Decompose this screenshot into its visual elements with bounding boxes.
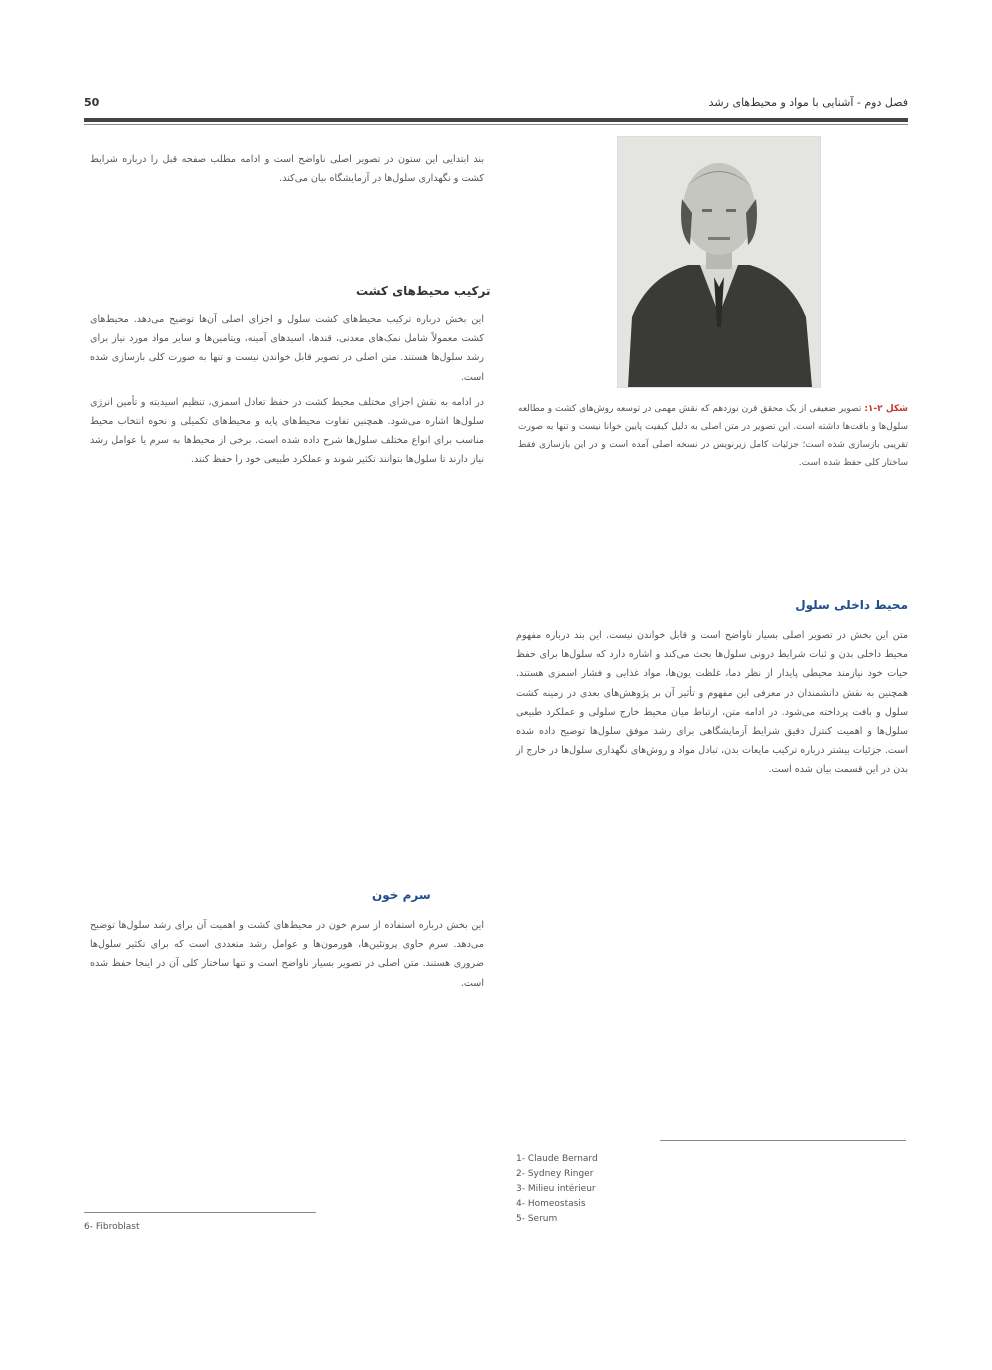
right-column-body <box>516 626 908 786</box>
header-title: فصل دوم - آشنایی با مواد و محیط‌های رشد <box>708 96 908 109</box>
left-column-body-2 <box>90 916 484 999</box>
portrait-image <box>617 136 821 388</box>
paragraph: بند ابتدایی این ستون در تصویر اصلی ناواضح است و ادامه مطلب صفحه قبل را درباره شرایط کشت و نگهداری سلول‌ها در آزمایشگاه بیان می‌کند. <box>90 154 484 185</box>
footnote: 2- Sydney Ringer <box>516 1169 594 1179</box>
paragraph: متن این بخش در تصویر اصلی بسیار ناواضح است و قابل خواندن نیست. این بند درباره مفهوم محیط داخلی بدن و ثبات شرایط درونی سلول‌ها بحث می‌کند و اشاره دارد که سلول‌ها برای حفظ حیات خود نیازمند محیطی پایدار از نظر دما، غلظت یون‌ها، مواد غذایی و فشار اسمزی هستند. همچنین به نقش دانشمندان در معرفی این مفهوم و تأثیر آن بر پژوهش‌های بعدی در زمینه کشت سلول و بافت پرداخته می‌شود. در ادامه متن، ارتباط میان محیط خارج سلولی و عملکرد طبیعی سلول‌ها و اهمیت کنترل دقیق شرایط آزمایشگاهی برای رشد موفق سلول‌ها توضیح داده شده است. جزئیات بیشتر درباره ترکیب مایعات بدن، تبادل مواد و روش‌های نگهداری سلول‌ها در خارج از بدن در این قسمت بیان شده است. <box>516 630 908 776</box>
footnotes-left <box>84 1220 140 1235</box>
footnote: 6- Fibroblast <box>84 1222 140 1232</box>
page-number: 50 <box>84 96 100 109</box>
paragraph: این بخش درباره استفاده از سرم خون در محیط‌های کشت و اهمیت آن برای رشد سلول‌ها توضیح می‌دهد. سرم حاوی پروتئین‌ها، هورمون‌ها و عوامل رشد متعددی است که برای تکثیر سلول‌ها ضروری هستند. متن اصلی در تصویر بسیار ناواضح است و تنها ساختار کلی آن در اینجا حفظ شده است. <box>90 920 484 989</box>
section-heading-serum: سرم خون <box>372 888 431 902</box>
figure-caption-text: تصویر ضعیفی از یک محقق قرن نوزدهم که نقش مهمی در توسعه روش‌های کشت و مطالعه سلول‌ها و بافت‌ها داشته است. این تصویر در متن اصلی به دلیل کیفیت پایین خوانا نیست و تنها به صورت تقریبی بازسازی شده است؛ جزئیات کامل زیرنویس در نسخه اصلی آمده است و در این بازسازی فقط ساختار کلی حفظ شده است. <box>518 404 908 468</box>
footnote: 3- Milieu intérieur <box>516 1184 596 1194</box>
left-column-body-1 <box>90 310 484 476</box>
section-heading-internal-environment: محیط داخلی سلول <box>795 598 908 612</box>
section-heading-culture-media: ترکیب محیط‌های کشت <box>356 284 491 298</box>
header-rule-thin <box>84 124 908 125</box>
figure-label: شکل ۲-۱: <box>864 404 908 414</box>
figure-caption <box>518 400 908 472</box>
footnote-rule-right <box>660 1140 906 1141</box>
header-rule <box>84 118 908 122</box>
footnote: 4- Homeostasis <box>516 1199 586 1209</box>
running-header <box>84 94 908 116</box>
footnotes-right <box>516 1152 598 1227</box>
left-column-intro <box>90 150 484 194</box>
paragraph: در ادامه به نقش اجزای مختلف محیط کشت در حفظ تعادل اسمزی، تنظیم اسیدیته و تأمین انرژی سلول‌ها اشاره می‌شود. همچنین تفاوت محیط‌های پایه و محیط‌های تکمیلی و نحوه انتخاب محیط مناسب برای انواع مختلف سلول‌ها شرح داده شده است. برخی از محیط‌ها به سرم یا عوامل رشد نیاز دارند تا سلول‌ها بتوانند تکثیر شوند و عملکرد طبیعی خود را حفظ کنند. <box>90 396 484 466</box>
portrait-illustration <box>618 137 820 387</box>
paragraph: این بخش درباره ترکیب محیط‌های کشت سلول و اجزای اصلی آن‌ها توضیح می‌دهد. محیط‌های کشت معمولاً شامل نمک‌های معدنی، قندها، اسیدهای آمینه، ویتامین‌ها و سایر مواد مورد نیاز برای رشد سلول‌ها هستند. متن اصلی در تصویر قابل خواندن نیست و تنها به صورت کلی بازسازی شده است. <box>90 314 484 383</box>
footnote-rule-left <box>84 1212 316 1213</box>
footnote: 1- Claude Bernard <box>516 1154 598 1164</box>
footnote: 5- Serum <box>516 1214 558 1224</box>
